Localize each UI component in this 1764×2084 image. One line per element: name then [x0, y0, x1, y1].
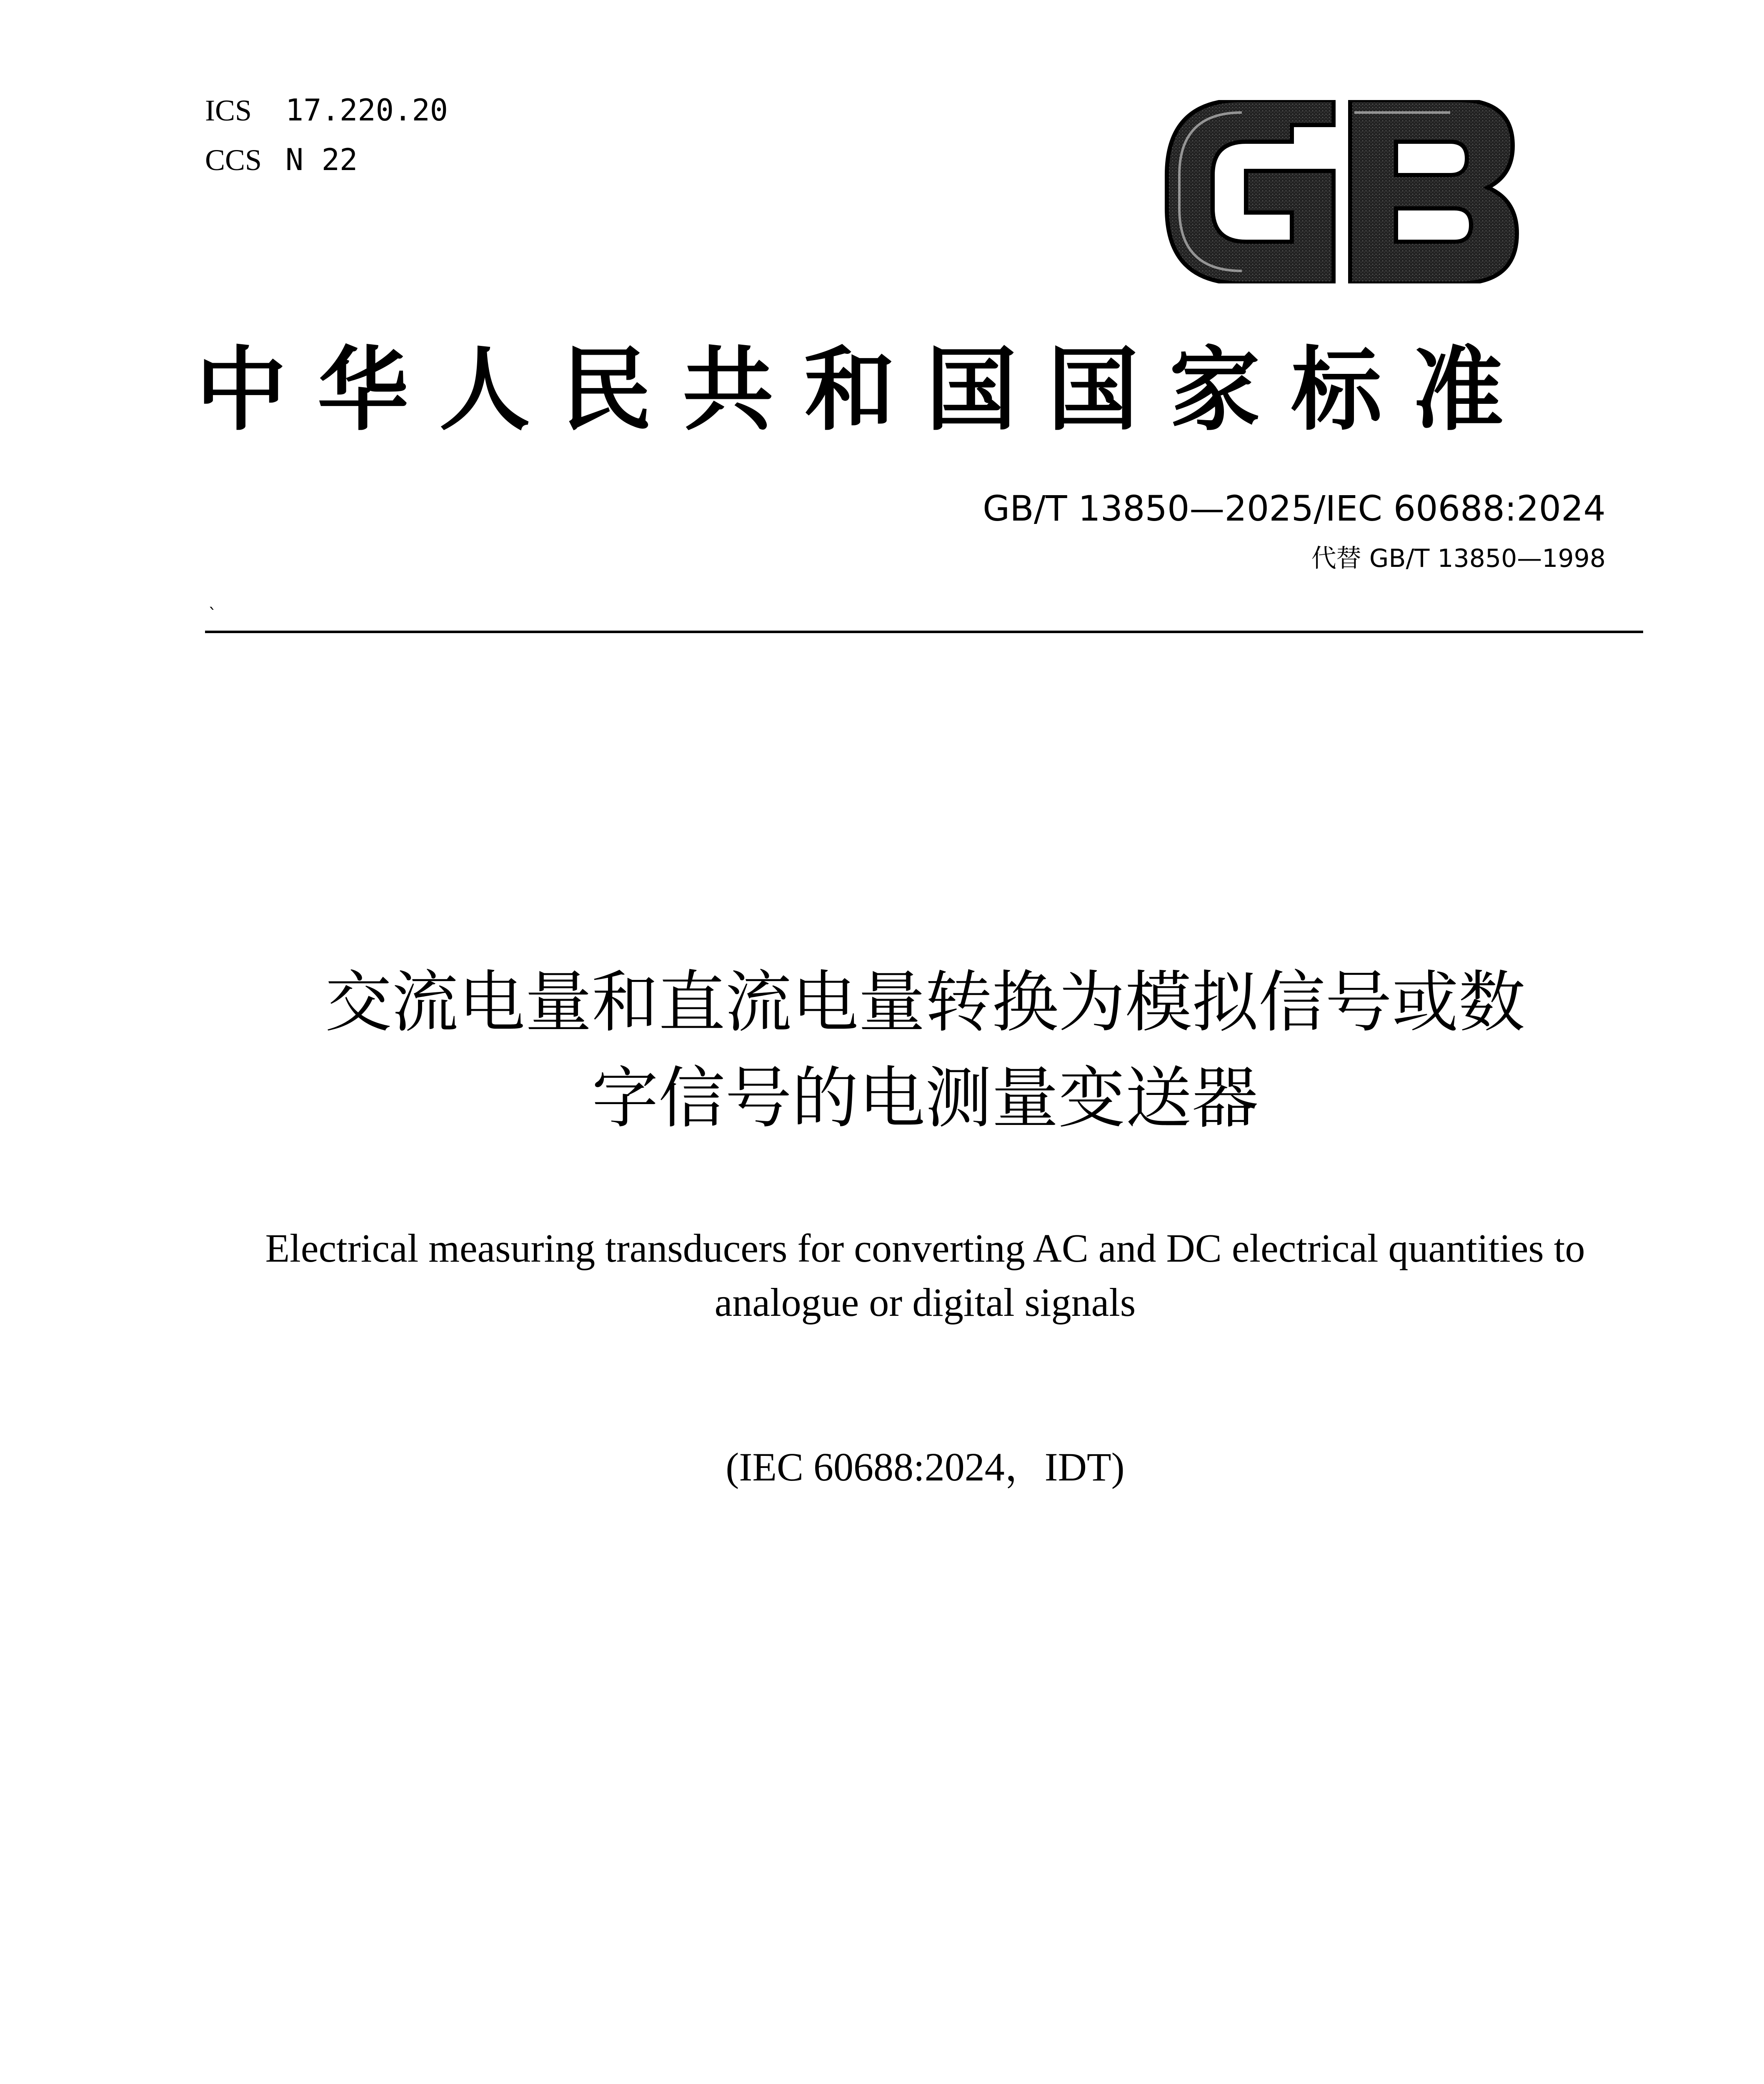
ics-label: ICS	[205, 94, 252, 127]
gb-logo-icon	[1158, 100, 1521, 283]
top-divider	[205, 631, 1643, 633]
english-title	[167, 1221, 1684, 1330]
standard-category-title: 中华人民共和国国家标准	[196, 336, 1534, 443]
ics-row	[205, 85, 448, 135]
ccs-label: CCS	[205, 143, 262, 177]
standard-number: GB/T 13850—2025/IEC 60688:2024	[983, 488, 1606, 529]
classification-codes	[205, 85, 448, 185]
tick-mark: `	[208, 605, 217, 624]
chinese-title-line-1: 交流电量和直流电量转换为模拟信号或数	[325, 963, 1525, 1041]
replaces-standard: 代替 GB/T 13850—1998	[1311, 544, 1606, 573]
chinese-title	[167, 954, 1684, 1146]
ccs-value: N 22	[285, 142, 358, 177]
ics-value: 17.220.20	[285, 93, 448, 128]
english-title-line-2: analogue or digital signals	[714, 1280, 1136, 1325]
ccs-row	[205, 135, 448, 185]
english-title-line-1: Electrical measuring transducers for converting AC and DC electrical quantities to	[265, 1226, 1585, 1270]
adoption-note: (IEC 60688:2024，IDT)	[726, 1445, 1125, 1489]
chinese-title-line-2: 字信号的电测量变送器	[591, 1059, 1259, 1137]
